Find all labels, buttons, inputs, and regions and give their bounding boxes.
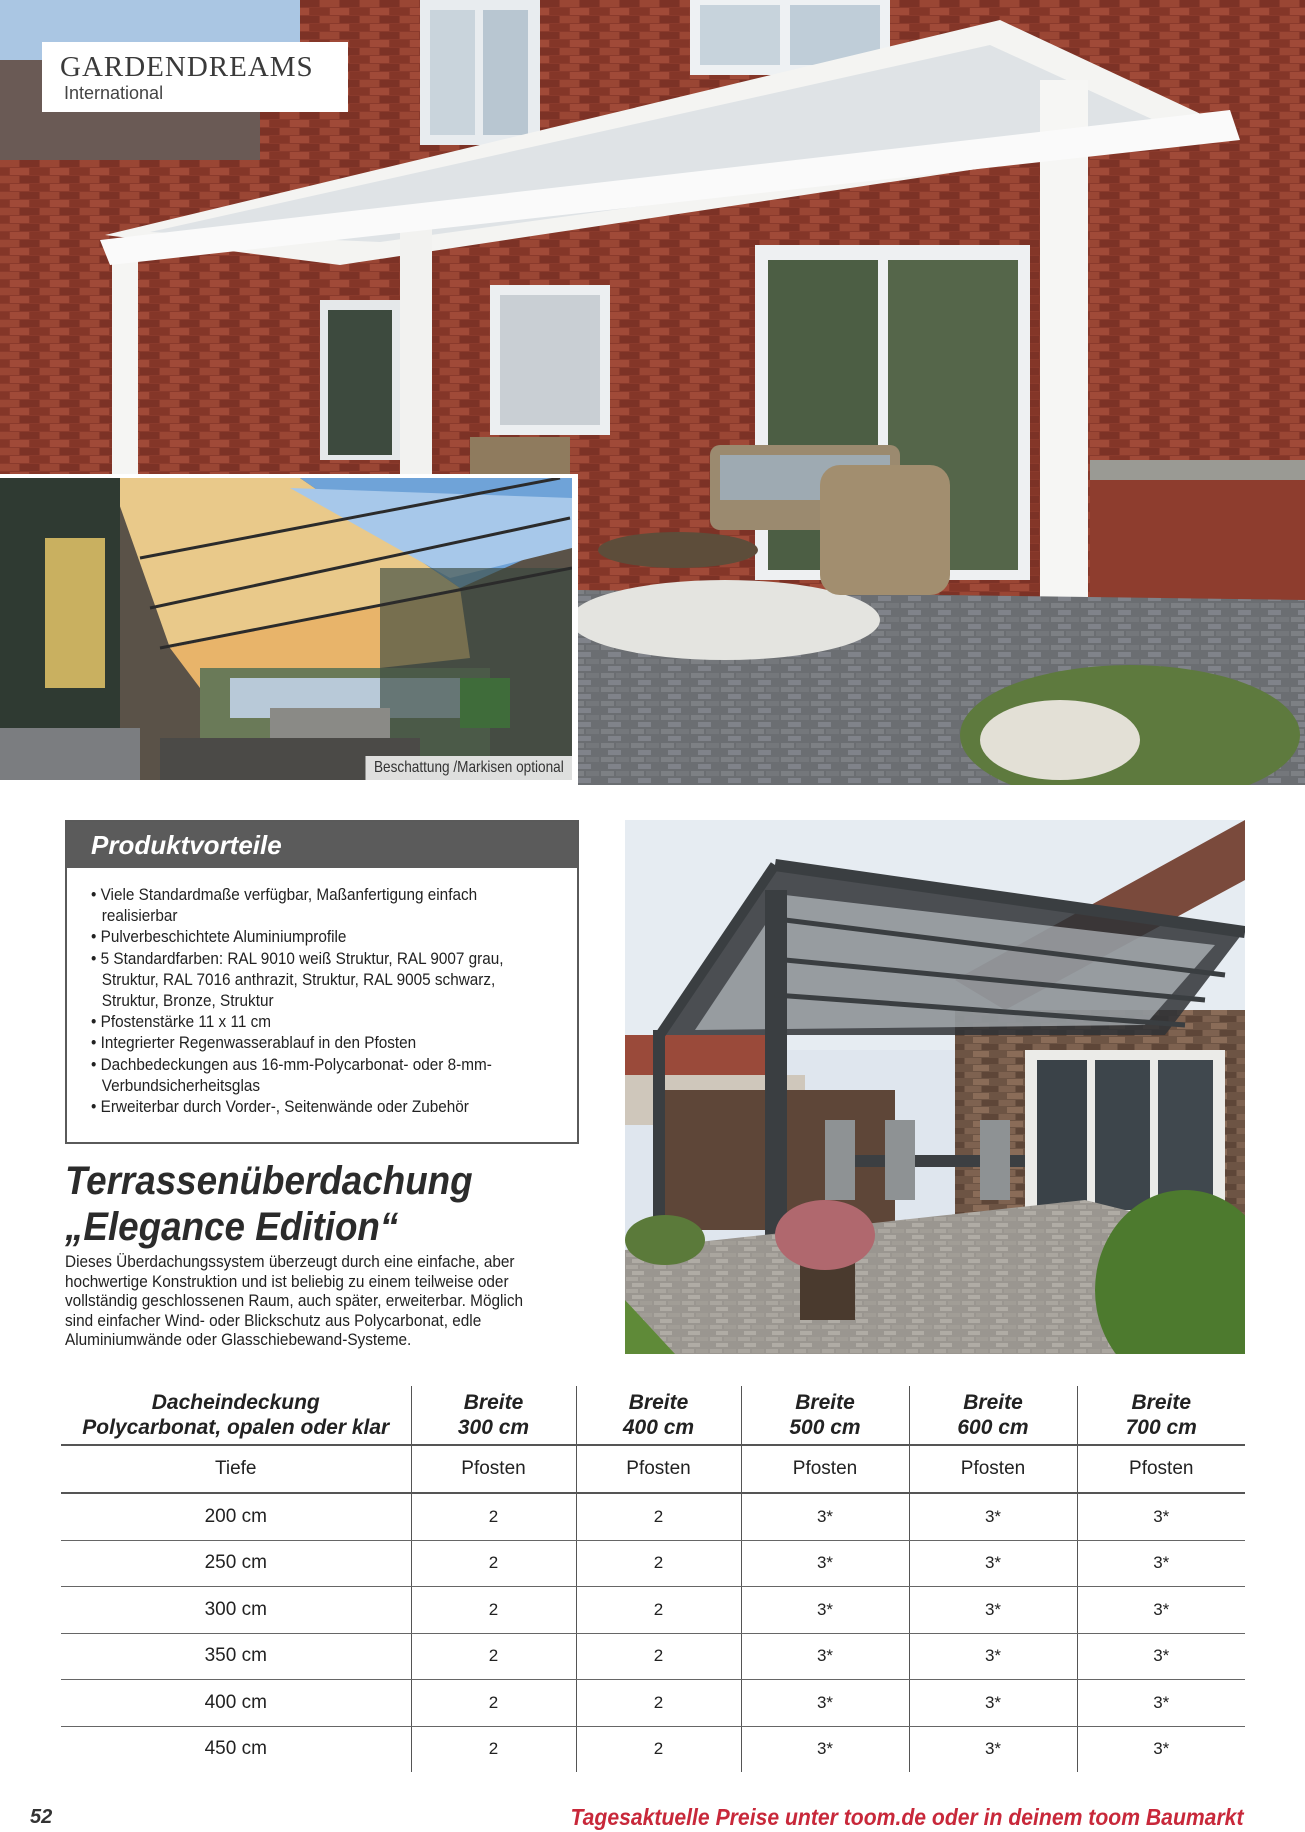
subheader-posts: Pfosten: [909, 1445, 1077, 1493]
column-header: [1077, 1386, 1245, 1445]
corner-header: [61, 1386, 411, 1445]
depth-cell: 350 cm: [61, 1633, 411, 1680]
posts-cell: 2: [411, 1680, 576, 1727]
corner-header-line2: Polycarbonat, opalen oder klar: [82, 1416, 390, 1439]
gardendreams-logo: [42, 42, 348, 112]
subheader-posts: Pfosten: [741, 1445, 909, 1493]
column-header-line2: 600 cm: [957, 1416, 1029, 1439]
posts-cell: 3*: [1077, 1493, 1245, 1540]
inset-photo: [0, 478, 572, 780]
footer-price-note: Tagesaktuelle Preise unter toom.de oder in deinem toom Baumarkt: [570, 1804, 1243, 1830]
depth-cell: 450 cm: [204, 1738, 267, 1760]
product-advantages-box: [65, 820, 579, 1144]
column-header-line1: Breite: [628, 1391, 689, 1414]
column-header-line2: 700 cm: [1125, 1416, 1197, 1439]
posts-cell: 3*: [741, 1726, 909, 1772]
column-header-line2: 500 cm: [789, 1416, 861, 1439]
posts-cell: 2: [576, 1633, 741, 1680]
posts-cell: 2: [411, 1633, 576, 1680]
title-line-1: Terrassenüberdachung: [65, 1159, 473, 1203]
posts-cell: 3*: [741, 1540, 909, 1587]
posts-cell: 3*: [1077, 1540, 1245, 1587]
column-header-line2: 300 cm: [457, 1416, 530, 1439]
posts-cell: 3*: [1077, 1633, 1245, 1680]
subheader-depth: Tiefe: [61, 1445, 411, 1493]
dimensions-table: [61, 1386, 1245, 1772]
depth-cell: 400 cm: [61, 1680, 411, 1727]
column-header-line1: Breite: [795, 1391, 855, 1414]
advantage-item: • 5 Standardfarben: RAL 9010 weiß Struktur, RAL 9007 grau, Struktur, RAL 7016 anthrazit, Struktur, RAL 9005 schwarz, Struktur, Bronze, Struktur: [91, 948, 516, 1012]
posts-cell: 3*: [741, 1587, 909, 1634]
posts-cell: 2: [411, 1540, 576, 1587]
posts-cell: 2: [411, 1493, 576, 1540]
posts-cell: 2: [576, 1587, 741, 1634]
column-header-line2: 400 cm: [622, 1416, 695, 1439]
posts-cell: 2: [576, 1493, 741, 1540]
table-subheader-row: [61, 1445, 1245, 1493]
depth-cell: 200 cm: [61, 1493, 411, 1540]
table-row: [61, 1633, 1245, 1680]
title-line-2: „Elegance Edition“: [65, 1205, 399, 1249]
subheader-posts: Pfosten: [576, 1445, 741, 1493]
page-number: 52: [30, 1806, 53, 1828]
column-header-line1: Breite: [1131, 1391, 1192, 1414]
posts-cell: 3*: [909, 1680, 1077, 1727]
table-row: [61, 1680, 1245, 1727]
table-row: [61, 1587, 1245, 1634]
column-header: [576, 1386, 741, 1445]
posts-cell: 2: [411, 1726, 576, 1772]
advantages-list: [67, 884, 577, 1117]
advantages-heading: Produktvorteile: [67, 822, 577, 868]
posts-cell: 3*: [909, 1540, 1077, 1587]
anthracite-pergola-photo: [625, 820, 1245, 1354]
advantage-item: • Dachbedeckungen aus 16-mm-Polycarbonat- oder 8-mm-Verbundsicherheitsglas: [91, 1054, 516, 1096]
column-header-line1: Breite: [463, 1391, 524, 1414]
logo-brand: GARDENDREAMS: [60, 51, 314, 83]
posts-cell: 3*: [741, 1680, 909, 1727]
posts-cell: 3*: [741, 1633, 909, 1680]
inset-caption: Beschattung /Markisen optional: [365, 756, 572, 780]
posts-cell: 2: [576, 1680, 741, 1727]
depth-cell: 250 cm: [61, 1540, 411, 1587]
table-row: [61, 1540, 1245, 1587]
inset-photo-frame: [0, 474, 578, 786]
posts-cell: 3*: [1077, 1726, 1245, 1772]
posts-cell: 3*: [1077, 1587, 1245, 1634]
column-header-line1: Breite: [963, 1391, 1023, 1414]
posts-cell: 3*: [909, 1493, 1077, 1540]
corner-header-line1: Dacheindeckung: [151, 1391, 320, 1414]
advantage-item: • Viele Standardmaße verfügbar, Maßanfertigung einfach realisierbar: [91, 884, 516, 926]
table-row: [61, 1726, 1245, 1772]
posts-cell: 3*: [741, 1493, 909, 1540]
posts-cell: 3*: [909, 1726, 1077, 1772]
posts-cell: 3*: [1077, 1680, 1245, 1727]
subheader-posts: Pfosten: [411, 1445, 576, 1493]
advantage-item: • Pfostenstärke 11 x 11 cm: [91, 1011, 516, 1032]
posts-cell: 2: [576, 1540, 741, 1587]
posts-cell: 3*: [909, 1633, 1077, 1680]
product-description: Dieses Überdachungssystem überzeugt durch eine einfache, aber hochwertige Konstruktion und ist beliebig zu einem teilweise oder vollständig geschlossenen Raum, auch später, erweiterbar. Möglich sind einfacher Wind- oder Blickschutz aus Polycarbonat, edle Aluminiumwände oder Glasschiebewand-Systeme.: [65, 1253, 524, 1349]
column-header: [741, 1386, 909, 1445]
posts-cell: 2: [411, 1587, 576, 1634]
depth-cell: 300 cm: [61, 1587, 411, 1634]
advantage-item: • Integrierter Regenwasserablauf in den Pfosten: [91, 1032, 516, 1053]
column-header: [909, 1386, 1077, 1445]
logo-sub: International: [64, 83, 164, 103]
subheader-posts: Pfosten: [1077, 1445, 1245, 1493]
table-row: [61, 1493, 1245, 1540]
posts-cell: 3*: [909, 1587, 1077, 1634]
table-header-row: [61, 1386, 1245, 1445]
advantage-item: • Erweiterbar durch Vorder-, Seitenwände oder Zubehör: [91, 1096, 516, 1117]
column-header: [411, 1386, 576, 1445]
product-title: [65, 1158, 580, 1250]
posts-cell: 2: [576, 1726, 741, 1772]
advantage-item: • Pulverbeschichtete Aluminiumprofile: [91, 926, 516, 947]
